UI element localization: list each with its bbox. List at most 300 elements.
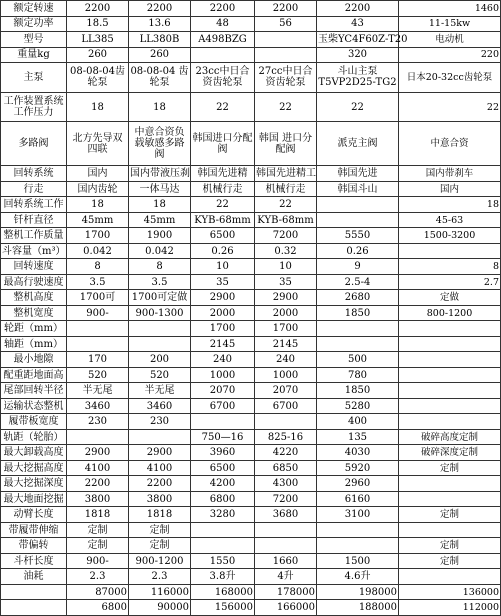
table-cell xyxy=(399,569,501,585)
table-cell: 18 xyxy=(129,92,191,122)
table-cell: 3460 xyxy=(67,398,129,414)
table-cell: 18 xyxy=(67,92,129,122)
row-label: 带偏转 xyxy=(1,538,67,554)
table-cell xyxy=(191,414,255,430)
row-label: 轮距（mm） xyxy=(1,321,67,337)
table-cell: 48 xyxy=(191,16,255,32)
table-cell: 定制 xyxy=(67,522,129,538)
table-cell: 1660 xyxy=(255,553,317,569)
table-cell xyxy=(67,429,129,445)
table-cell xyxy=(129,336,191,352)
table-cell: 半无尾 xyxy=(129,383,191,399)
row-label: 动臂长度 xyxy=(1,507,67,523)
row-label: 回转系统工作 xyxy=(1,197,67,213)
table-cell: 电动机 xyxy=(399,32,501,48)
table-cell: KYB-68mm xyxy=(191,212,255,228)
table-cell: 机械行走 xyxy=(255,181,317,197)
table-row xyxy=(1,584,501,600)
table-cell: 2145 xyxy=(255,336,317,352)
table-cell: 2000 xyxy=(255,305,317,321)
table-cell: 900- xyxy=(67,305,129,321)
table-row xyxy=(1,212,501,228)
table-cell: 5280 xyxy=(317,398,399,414)
table-cell: 900-1300 xyxy=(129,305,191,321)
row-label: 多路阀 xyxy=(1,122,67,166)
row-label: 轴距（mm） xyxy=(1,336,67,352)
table-cell: 韩国进口分配阀 xyxy=(191,122,255,166)
table-cell: 2200 xyxy=(129,1,191,17)
table-cell: 800-1200 xyxy=(399,305,501,321)
table-cell: 4100 xyxy=(129,460,191,476)
table-cell: 6850 xyxy=(255,460,317,476)
table-cell: 北方先导双四联 xyxy=(67,122,129,166)
table-cell xyxy=(399,321,501,337)
table-cell xyxy=(255,414,317,430)
table-cell xyxy=(317,538,399,554)
row-label: 钎杆直径 xyxy=(1,212,67,228)
row-label: 斗杆长度 xyxy=(1,553,67,569)
table-cell: 日本20-32cc齿轮泵 xyxy=(399,63,501,93)
table-row xyxy=(1,383,501,399)
row-label: 行走 xyxy=(1,181,67,197)
table-cell: 18 xyxy=(129,197,191,213)
table-cell: KYB-68mm xyxy=(255,212,317,228)
table-cell: 1700 xyxy=(255,321,317,337)
table-cell: 22 xyxy=(255,92,317,122)
table-cell: 定制 xyxy=(129,538,191,554)
table-cell: 2200 xyxy=(67,476,129,492)
table-cell: 国内带液压刹 xyxy=(129,166,191,182)
table-cell: 0.042 xyxy=(129,243,191,259)
table-cell: 240 xyxy=(191,352,255,368)
table-cell: 国内 xyxy=(67,166,129,182)
table-cell: LL385 xyxy=(67,32,129,48)
table-cell xyxy=(399,259,501,275)
table-cell: 3800 xyxy=(67,491,129,507)
table-row xyxy=(1,47,501,63)
table-cell xyxy=(399,274,501,290)
table-cell: 2200 xyxy=(129,476,191,492)
table-cell: 3800 xyxy=(129,491,191,507)
table-row xyxy=(1,32,501,48)
table-cell: 900-1200 xyxy=(129,553,191,569)
table-cell: 1550 xyxy=(191,553,255,569)
table-cell: 1700可定做 xyxy=(129,290,191,306)
table-cell: 9 xyxy=(317,259,399,275)
table-cell: 2070 xyxy=(255,383,317,399)
row-label: 工作装置系统工作压力 xyxy=(1,92,67,122)
table-cell: 1850 xyxy=(317,305,399,321)
table-cell: 6160 xyxy=(317,491,399,507)
table-cell xyxy=(255,584,317,600)
table-cell: 韩国斗山 xyxy=(317,181,399,197)
table-row xyxy=(1,600,501,616)
table-cell: 定制 xyxy=(399,507,501,523)
table-cell: 260 xyxy=(67,47,129,63)
table-cell: 3100 xyxy=(317,507,399,523)
table-cell: 08-08-04齿轮泵 xyxy=(67,63,129,93)
table-cell: 3280 xyxy=(191,507,255,523)
table-cell: 国内齿轮 xyxy=(67,181,129,197)
table-row xyxy=(1,414,501,430)
table-cell xyxy=(191,538,255,554)
price-value: 6800 xyxy=(101,602,127,614)
price-value: 90000 xyxy=(157,602,189,614)
table-cell: 1850 xyxy=(317,383,399,399)
table-cell: 3960 xyxy=(191,445,255,461)
price-value: 112000 xyxy=(462,602,499,614)
table-cell: 破碎高度定制 xyxy=(399,429,501,445)
table-cell xyxy=(129,584,191,600)
table-cell: 500 xyxy=(317,352,399,368)
table-cell xyxy=(129,321,191,337)
table-cell xyxy=(129,600,191,616)
table-cell xyxy=(399,476,501,492)
table-cell: 22 xyxy=(255,197,317,213)
table-cell: 1500-3200 xyxy=(399,228,501,244)
table-cell xyxy=(399,197,501,213)
row-label: 重量kg xyxy=(1,47,67,63)
table-cell: 破碎深度定制 xyxy=(399,445,501,461)
table-cell: 2960 xyxy=(317,476,399,492)
table-cell: 35 xyxy=(255,274,317,290)
table-cell: 2000 xyxy=(191,305,255,321)
table-cell: 定制 xyxy=(129,522,191,538)
table-cell: 2200 xyxy=(317,1,399,17)
table-cell: 韩国先进精 xyxy=(191,166,255,182)
table-cell xyxy=(255,522,317,538)
table-cell: 定做 xyxy=(399,290,501,306)
table-cell: 200 xyxy=(129,352,191,368)
table-row xyxy=(1,476,501,492)
table-cell: 2145 xyxy=(191,336,255,352)
table-cell: 国内 xyxy=(399,181,501,197)
table-cell: 1000 xyxy=(255,367,317,383)
table-cell xyxy=(399,352,501,368)
table-cell: 2900 xyxy=(191,290,255,306)
table-cell xyxy=(317,212,399,228)
table-cell: 7200 xyxy=(255,228,317,244)
table-cell: 玉柴YC4F60Z-T20 xyxy=(317,32,399,48)
row-label: 油耗 xyxy=(1,569,67,585)
table-cell: 4100 xyxy=(67,460,129,476)
table-cell: 1700 xyxy=(67,228,129,244)
table-cell xyxy=(399,367,501,383)
table-cell xyxy=(255,47,317,63)
price-value: 156000 xyxy=(214,602,253,614)
table-cell: 520 xyxy=(67,367,129,383)
table-row xyxy=(1,367,501,383)
table-row xyxy=(1,522,501,538)
table-cell xyxy=(399,1,501,17)
table-cell xyxy=(191,584,255,600)
table-cell xyxy=(129,429,191,445)
table-cell: 定制 xyxy=(399,460,501,476)
table-cell xyxy=(399,522,501,538)
table-cell: 6500 xyxy=(191,228,255,244)
table-row xyxy=(1,290,501,306)
table-cell: 08-08-04 齿轮泵 xyxy=(129,63,191,93)
table-cell xyxy=(399,336,501,352)
table-cell: 11-15kw xyxy=(399,16,501,32)
row-label: 整机宽度 xyxy=(1,305,67,321)
table-cell: 2200 xyxy=(67,1,129,17)
table-cell: 22 xyxy=(317,92,399,122)
table-cell: 韩国先进精工 xyxy=(255,166,317,182)
table-cell: 定制 xyxy=(399,538,501,554)
table-cell: 5550 xyxy=(317,228,399,244)
table-cell: 750—16 xyxy=(191,429,255,445)
table-cell: 22 xyxy=(191,92,255,122)
table-cell xyxy=(399,383,501,399)
table-cell: 一体马达 xyxy=(129,181,191,197)
table-cell xyxy=(317,321,399,337)
table-cell: 韩国先进 xyxy=(317,166,399,182)
table-cell: 2900 xyxy=(67,445,129,461)
table-cell: 3.8升 xyxy=(191,569,255,585)
table-cell: 45mm xyxy=(67,212,129,228)
table-cell: 43 xyxy=(317,16,399,32)
table-cell: 1700可 xyxy=(67,290,129,306)
row-label: 回转系统 xyxy=(1,166,67,182)
table-cell: 2.3 xyxy=(129,569,191,585)
row-label: 最大挖掘高度 xyxy=(1,460,67,476)
table-cell: LL380B xyxy=(129,32,191,48)
table-cell: 45mm xyxy=(129,212,191,228)
table-cell: 780 xyxy=(317,367,399,383)
table-cell: 1500 xyxy=(317,553,399,569)
table-cell: 1818 xyxy=(129,507,191,523)
table-cell: 0.042 xyxy=(67,243,129,259)
table-cell: 2900 xyxy=(255,290,317,306)
table-cell: 2.5-4 xyxy=(317,274,399,290)
row-label: 轨距（轮胎） xyxy=(1,429,67,445)
table-cell: 0.26 xyxy=(317,243,399,259)
row-label: 最高行驶速度 xyxy=(1,274,67,290)
table-cell: 1818 xyxy=(67,507,129,523)
row-label: 回转速度 xyxy=(1,259,67,275)
table-cell: 定制 xyxy=(399,553,501,569)
row-label: 最大地面挖掘 xyxy=(1,491,67,507)
table-cell xyxy=(67,600,129,616)
table-row xyxy=(1,352,501,368)
table-cell: 56 xyxy=(255,16,317,32)
price-value: 198000 xyxy=(358,586,397,598)
table-cell: 13.6 xyxy=(129,16,191,32)
table-cell xyxy=(317,600,399,616)
table-cell: 半无尾 xyxy=(67,383,129,399)
table-cell: 23cc中日合资齿轮泵 xyxy=(191,63,255,93)
table-cell: 1700 xyxy=(191,321,255,337)
table-cell xyxy=(399,47,501,63)
table-cell: 1000 xyxy=(191,367,255,383)
table-cell: 1900 xyxy=(129,228,191,244)
table-cell: 2.3 xyxy=(67,569,129,585)
row-label: 最大卸载高度 xyxy=(1,445,67,461)
table-cell xyxy=(191,522,255,538)
table-cell: 韩国 进口分配阀 xyxy=(255,122,317,166)
table-cell: 2680 xyxy=(317,290,399,306)
price-value: 168000 xyxy=(214,586,253,598)
table-cell: 5920 xyxy=(317,460,399,476)
table-cell: 4升 xyxy=(255,569,317,585)
table-row xyxy=(1,166,501,182)
table-cell xyxy=(255,600,317,616)
row-label: 额定功率 xyxy=(1,16,67,32)
side-note: 2.7 xyxy=(483,276,499,288)
row-label: 主泵 xyxy=(1,63,67,93)
table-cell: 240 xyxy=(255,352,317,368)
table-row xyxy=(1,274,501,290)
table-cell: 825-16 xyxy=(255,429,317,445)
table-cell: 6800 xyxy=(191,491,255,507)
table-cell: 0.26 xyxy=(191,243,255,259)
row-label: 整机高度 xyxy=(1,290,67,306)
table-cell: 4030 xyxy=(317,445,399,461)
price-value: 166000 xyxy=(276,602,315,614)
table-cell: 8 xyxy=(129,259,191,275)
table-cell xyxy=(399,243,501,259)
table-cell: 135 xyxy=(317,429,399,445)
table-cell: 中意合资负载敏感多路阀 xyxy=(129,122,191,166)
table-cell xyxy=(191,600,255,616)
table-cell: A498BZG xyxy=(191,32,255,48)
table-cell xyxy=(191,47,255,63)
table-cell xyxy=(67,336,129,352)
row-label: 尾部回转半径 xyxy=(1,383,67,399)
table-cell: 3.5 xyxy=(67,274,129,290)
table-cell xyxy=(399,491,501,507)
table-cell: 2070 xyxy=(191,383,255,399)
table-cell xyxy=(399,398,501,414)
table-cell: 18 xyxy=(67,197,129,213)
row-label: 最大挖掘深度 xyxy=(1,476,67,492)
table-row xyxy=(1,63,501,93)
row-label: 带履带伸缩 xyxy=(1,522,67,538)
row-label: 斗容量（m³） xyxy=(1,243,67,259)
table-row xyxy=(1,228,501,244)
table-cell: 320 xyxy=(317,47,399,63)
table-row xyxy=(1,1,501,17)
table-cell: 10 xyxy=(191,259,255,275)
table-cell: 4300 xyxy=(255,476,317,492)
table-cell: 6700 xyxy=(191,398,255,414)
table-row xyxy=(1,398,501,414)
price-value: 136000 xyxy=(462,586,499,598)
table-cell: 4200 xyxy=(191,476,255,492)
table-cell xyxy=(317,197,399,213)
side-note: 220 xyxy=(480,49,499,61)
table-cell: 4220 xyxy=(255,445,317,461)
table-cell: 260 xyxy=(129,47,191,63)
row-label: 配重距地面高 xyxy=(1,367,67,383)
table-cell xyxy=(255,32,317,48)
table-cell: 7200 xyxy=(255,491,317,507)
table-cell xyxy=(317,584,399,600)
row-label: 运输状态整机 xyxy=(1,398,67,414)
table-row xyxy=(1,507,501,523)
table-row xyxy=(1,569,501,585)
table-cell: 22 xyxy=(191,197,255,213)
table-cell: 230 xyxy=(67,414,129,430)
table-row xyxy=(1,538,501,554)
table-cell: 6700 xyxy=(255,398,317,414)
table-cell: 0.32 xyxy=(255,243,317,259)
row-label xyxy=(1,600,67,616)
table-cell: 230 xyxy=(129,414,191,430)
price-value: 87000 xyxy=(95,586,127,598)
table-cell: 8 xyxy=(67,259,129,275)
table-cell xyxy=(399,584,501,600)
table-cell: 中意合资 xyxy=(399,122,501,166)
table-cell xyxy=(67,321,129,337)
table-row xyxy=(1,445,501,461)
table-cell: 4.6升 xyxy=(317,569,399,585)
table-row xyxy=(1,197,501,213)
table-row xyxy=(1,336,501,352)
table-cell: 派克主阀 xyxy=(317,122,399,166)
table-cell: 400 xyxy=(317,414,399,430)
row-label: 履带板宽度 xyxy=(1,414,67,430)
table-cell xyxy=(399,414,501,430)
table-row xyxy=(1,553,501,569)
table-row xyxy=(1,16,501,32)
table-row xyxy=(1,243,501,259)
row-label xyxy=(1,584,67,600)
table-cell: 2900 xyxy=(129,445,191,461)
table-cell: 520 xyxy=(129,367,191,383)
table-cell xyxy=(399,92,501,122)
side-note: 1460 xyxy=(474,2,499,14)
row-label: 最小地隙 xyxy=(1,352,67,368)
table-cell xyxy=(67,584,129,600)
price-value: 188000 xyxy=(358,602,397,614)
side-note: 18 xyxy=(486,199,499,211)
table-cell: 3.5 xyxy=(129,274,191,290)
table-cell: 2200 xyxy=(191,1,255,17)
table-cell: 6500 xyxy=(191,460,255,476)
table-cell xyxy=(317,522,399,538)
price-value: 116000 xyxy=(150,586,189,598)
table-cell: 斗山主泵T5VP2D25-TG2 xyxy=(317,63,399,93)
table-cell: 170 xyxy=(67,352,129,368)
table-cell: 定制 xyxy=(67,538,129,554)
side-note: 22 xyxy=(486,101,499,113)
table-row xyxy=(1,460,501,476)
table-row xyxy=(1,321,501,337)
table-cell xyxy=(317,336,399,352)
table-cell xyxy=(399,600,501,616)
table-row xyxy=(1,259,501,275)
table-cell: 45-63 xyxy=(399,212,501,228)
table-row xyxy=(1,305,501,321)
price-value: 178000 xyxy=(276,586,315,598)
table-cell: 2200 xyxy=(255,1,317,17)
table-cell: 3460 xyxy=(129,398,191,414)
table-cell xyxy=(255,538,317,554)
table-cell: 18.5 xyxy=(67,16,129,32)
table-row xyxy=(1,122,501,166)
table-row xyxy=(1,491,501,507)
table-cell: 10 xyxy=(255,259,317,275)
table-row xyxy=(1,429,501,445)
table-cell: 35 xyxy=(191,274,255,290)
table-cell: 27cc中日合资齿轮泵 xyxy=(255,63,317,93)
table-cell: 3680 xyxy=(255,507,317,523)
table-cell: 900- xyxy=(67,553,129,569)
table-row xyxy=(1,181,501,197)
row-label: 额定转速 xyxy=(1,1,67,17)
